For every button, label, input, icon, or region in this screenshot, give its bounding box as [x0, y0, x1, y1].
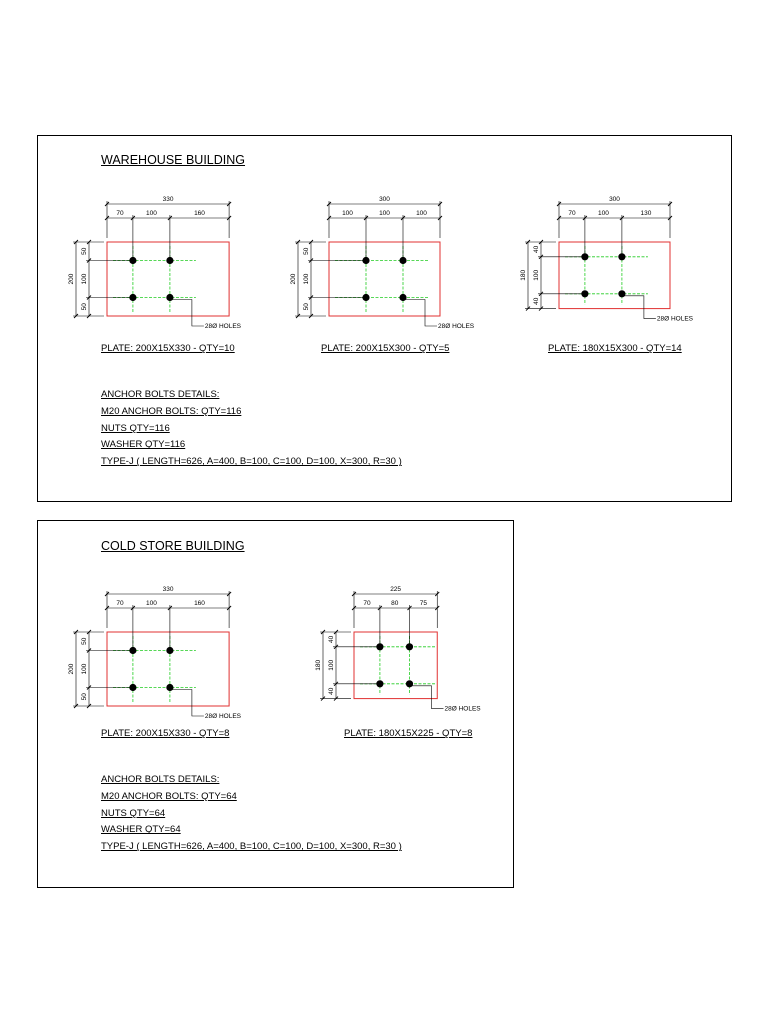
- plate-outline: [107, 632, 229, 706]
- dimension-text: 100: [145, 210, 157, 217]
- dimension-text: 100: [328, 659, 335, 671]
- dimension-text: 100: [379, 210, 390, 217]
- bolt-hole: [166, 684, 173, 691]
- anchor-details-line: TYPE-J ( LENGTH=626, A=400, B=100, C=100, D=100, X=300, R=30 ): [101, 841, 402, 853]
- dimension-text: 40: [533, 297, 540, 305]
- dimension-text: 50: [81, 247, 88, 255]
- plate-label: PLATE: 180X15X225 - QTY=8: [344, 728, 473, 739]
- anchor-details-line: WASHER QTY=116: [101, 439, 186, 451]
- bolt-hole: [618, 290, 625, 297]
- dimension-text: 330: [162, 586, 174, 593]
- dimension-text: 200: [68, 273, 75, 285]
- dimension-text: 50: [81, 693, 88, 701]
- dimension-text: 100: [81, 663, 88, 675]
- dimension-text: 70: [568, 210, 576, 217]
- anchor-details-line: NUTS QTY=64: [101, 807, 166, 819]
- holes-note: 28Ø HOLES: [444, 705, 481, 713]
- dimension-text: 300: [379, 196, 390, 203]
- dimension-text: 300: [609, 196, 620, 203]
- dimension-text: 40: [328, 635, 335, 644]
- dimension-text: 160: [194, 210, 205, 217]
- plate-outline: [354, 632, 437, 699]
- anchor-details-line: TYPE-J ( LENGTH=626, A=400, B=100, C=100, D=100, X=300, R=30 ): [101, 456, 402, 468]
- plate-outline: [559, 242, 670, 309]
- section-title: COLD STORE BUILDING: [101, 539, 245, 553]
- anchor-details-heading: ANCHOR BOLTS DETAILS:: [101, 774, 220, 785]
- dimension-text: 100: [597, 210, 609, 217]
- anchor-details-heading: ANCHOR BOLTS DETAILS:: [101, 389, 220, 400]
- anchor-details-line: NUTS QTY=116: [101, 422, 170, 434]
- plate-label: PLATE: 200X15X330 - QTY=10: [101, 343, 235, 354]
- plate-outline: [107, 242, 229, 316]
- dimension-text: 160: [194, 600, 205, 607]
- dimension-text: 180: [520, 269, 527, 281]
- dimension-text: 50: [81, 637, 88, 645]
- dimension-text: 40: [533, 245, 540, 254]
- dimension-text: 200: [68, 663, 75, 675]
- dimension-text: 330: [162, 196, 174, 203]
- dimension-text: 80: [391, 600, 399, 607]
- bolt-hole: [406, 680, 413, 687]
- plate-label: PLATE: 180X15X300 - QTY=14: [548, 343, 682, 354]
- anchor-details-line: M20 ANCHOR BOLTS: QTY=64: [101, 790, 237, 802]
- anchor-details-line: M20 ANCHOR BOLTS: QTY=116: [101, 405, 242, 417]
- warehouse-building-sheet: [37, 135, 732, 502]
- dimension-text: 70: [116, 600, 124, 607]
- dimension-text: 50: [303, 247, 310, 255]
- dimension-text: 70: [363, 600, 371, 607]
- dimension-text: 50: [81, 303, 88, 311]
- dimension-text: 50: [303, 303, 310, 311]
- anchor-bolts-details: [101, 772, 402, 856]
- anchor-details-line: WASHER QTY=64: [101, 824, 181, 836]
- dimension-text: 100: [416, 210, 427, 217]
- plate-label: PLATE: 200X15X300 - QTY=5: [321, 343, 450, 354]
- plate-label: PLATE: 200X15X330 - QTY=8: [101, 728, 230, 739]
- holes-note: 28Ø HOLES: [656, 315, 694, 323]
- plate-outline: [329, 242, 440, 316]
- leader-line: [412, 686, 444, 709]
- holes-note: 28Ø HOLES: [438, 323, 475, 330]
- dimension-text: 40: [328, 687, 335, 695]
- dimension-text: 200: [290, 273, 297, 285]
- anchor-bolts-details: [101, 387, 402, 471]
- dimension-text: 100: [533, 269, 540, 281]
- holes-note: 28Ø HOLES: [204, 713, 242, 720]
- dimension-text: 75: [419, 600, 427, 607]
- dimension-text: 130: [640, 210, 652, 217]
- cold-store-building-sheet: [37, 520, 514, 888]
- holes-note: 28Ø HOLES: [204, 323, 242, 330]
- dimension-text: 70: [116, 210, 124, 217]
- leader-line: [624, 296, 656, 319]
- leader-line: [172, 690, 204, 717]
- dimension-text: 100: [303, 273, 310, 285]
- dimension-text: 100: [342, 210, 353, 217]
- dimension-text: 225: [390, 586, 402, 593]
- leader-line: [172, 300, 204, 327]
- dimension-text: 180: [315, 659, 322, 671]
- leader-line: [405, 300, 437, 327]
- dimension-text: 100: [145, 600, 157, 607]
- bolt-hole: [166, 294, 173, 301]
- section-title: WAREHOUSE BUILDING: [101, 153, 246, 167]
- bolt-hole: [399, 294, 406, 301]
- dimension-text: 100: [81, 273, 88, 285]
